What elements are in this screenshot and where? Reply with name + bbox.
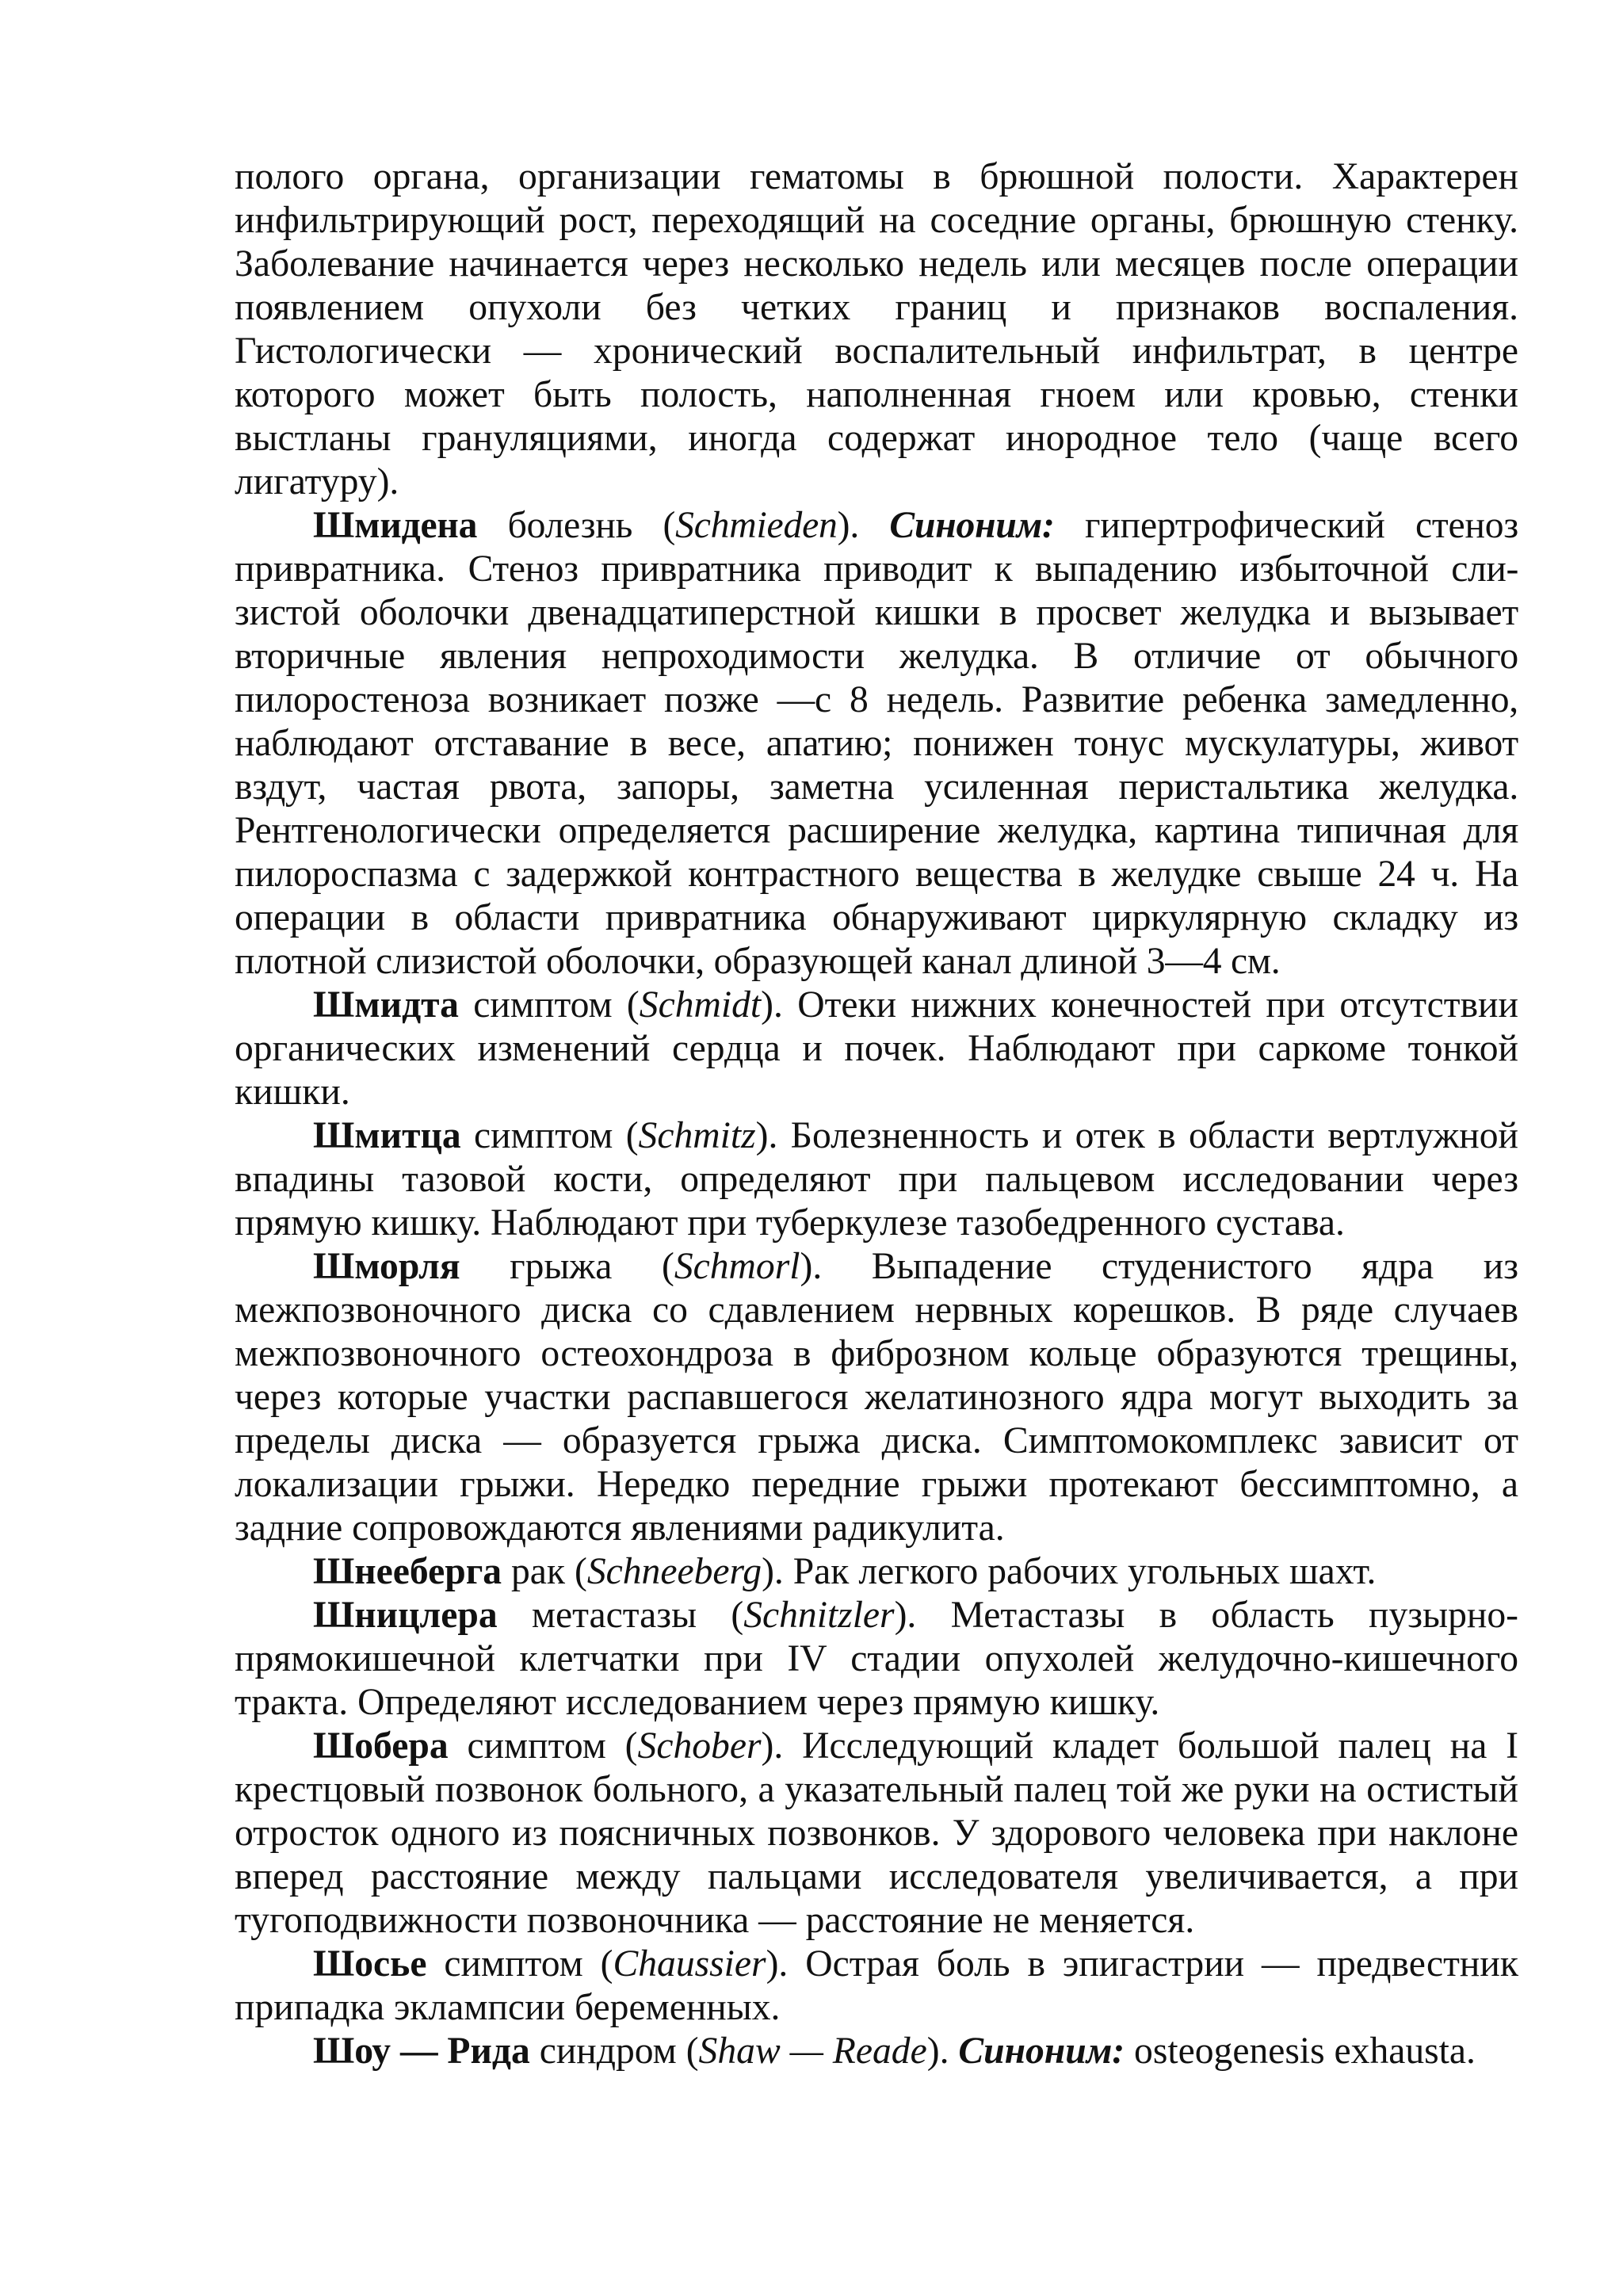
entry-latin-name: Schnitzler: [743, 1595, 895, 1636]
entry-term: Шницлера: [313, 1595, 498, 1636]
entry-latin-name: Schmidt: [639, 984, 762, 1026]
entry-text: ). Метастазы в область пузырно-прямокишечной клетчатки при IV стадии опухолей желудочно-кишечного тракта. Определяют исследованием через прямую кишку.: [235, 1595, 1518, 1723]
entry-text-part2: зистой оболочки двенадцатиперстной кишки в просвет желудка и вызывает вторичные явления непроходимости желудка. В отличие от обычного пилоростеноза возникает позже —с 8 недель. Развитие ребенка замедленно, наблюдают отставание в весе, апатию; понижен тонус мускулатуры, живот вздут, частая рвота, запоры, заметна усиленная перистальтика желудка. Рентгенологически определяется расширение желудка, картина типичная для пилороспазма с задержкой контрастного вещества в желудке свыше 24 ч. На операции в области привратника обнаруживают циркулярную складку из плотной слизистой оболочки, образующей канал длиной 3—4 см.: [235, 592, 1518, 982]
entry-latin-name: Schmitz: [638, 1115, 756, 1156]
entry-kind: симптом (: [426, 1943, 613, 1985]
entry-kind: симптом (: [458, 984, 640, 1026]
synonym-label: Синоним:: [889, 505, 1055, 546]
entry-shose: [235, 1943, 1518, 2030]
entry-shou-rida: [235, 2030, 1518, 2073]
synonym-label: Синоним:: [958, 2030, 1125, 2072]
entry-text: ). Рак легкого рабочих угольных шахт.: [762, 1551, 1377, 1592]
entry-term: Шнееберга: [313, 1551, 502, 1592]
entry-term: Шмидта: [313, 984, 459, 1026]
entry-text: ). Исследующий кладет большой палец на I крестцовый позвонок больного, а указательный палец той же руки на остистый отросток одного из поясничных позвонков. У здорового человека при наклоне вперед расстояние между пальцами исследователя увеличивается, а при тугоподвижности позвоночника — расстояние не меняется.: [235, 1725, 1519, 1941]
entry-text: ). Острая боль в эпигастрии — предвестник припадка эклампсии беременных.: [235, 1943, 1518, 2028]
entry-shneeberga: [235, 1550, 1518, 1594]
synonym-text: osteogenesis exhausta.: [1125, 2030, 1476, 2072]
entry-shmorlya: [235, 1245, 1518, 1550]
entry-kind: рак (: [502, 1551, 587, 1592]
entry-kind: симптом (: [448, 1725, 638, 1767]
entry-latin-name: Schmorl: [674, 1246, 800, 1287]
entry-term: Шобера: [313, 1725, 449, 1767]
entry-text: ). Отеки нижних конечностей при отсутствии органических изменений сердца и почек. Наблюдают при саркоме тонкой кишки.: [235, 984, 1518, 1113]
entry-shobera: [235, 1725, 1518, 1943]
entry-kind: болезнь (: [477, 505, 676, 546]
entry-term: Шмидена: [313, 505, 478, 546]
entry-text: ). Выпадение студенистого ядра из межпозвоночного диска со сдавлением нервных корешков. В ряде случаев межпозвоночного остеохондроза в фиброзном кольце образуются трещины, через которые участки распавшегося желатинозного ядра могут выходить за пределы диска — образуется грыжа диска. Симптомокомплекс зависит от локализации грыжи. Нередко передние грыжи протекают бессимптомно, а задние сопровождаются явлениями радикулита.: [235, 1246, 1518, 1549]
entry-term: Шоу — Рида: [313, 2030, 530, 2072]
synonym-text: гипертрофический стеноз привратника.: [235, 505, 1518, 590]
entry-kind: симптом (: [460, 1115, 639, 1156]
entry-latin-name: Schneeberg: [586, 1551, 762, 1592]
entry-kind: грыжа (: [460, 1246, 674, 1287]
entry-term: Шморля: [313, 1246, 460, 1287]
entry-punct: ).: [837, 505, 890, 546]
entry-shmidena: [235, 504, 1518, 984]
entry-kind: синдром (: [529, 2030, 699, 2072]
entry-shniclera: [235, 1594, 1518, 1725]
entry-text: ). Болезненность и отек в области вертлужной впадины тазовой кости, определяют при пальцевом исследовании через прямую кишку. Наблюдают при туберкулезе тазобедренного сустава.: [235, 1115, 1518, 1244]
entry-shmidta: [235, 984, 1518, 1114]
entry-shmitca: [235, 1114, 1518, 1245]
entry-punct: ).: [926, 2030, 959, 2072]
entry-latin-name: Chaussier: [613, 1943, 766, 1985]
entry-latin-name: Schmieden: [675, 505, 838, 546]
entry-term: Шосье: [313, 1943, 427, 1985]
entry-term: Шмитца: [313, 1115, 461, 1156]
paragraph-intro: [235, 155, 1518, 504]
page-body: [235, 155, 1518, 2073]
entry-latin-name: Schober: [637, 1725, 762, 1767]
entry-text-part1: Стеноз привратника приводит к выпадению избыточной сли-: [468, 548, 1518, 590]
entry-kind: метастазы (: [497, 1595, 744, 1636]
entry-latin-name: Shaw — Reade: [698, 2030, 927, 2072]
intro-text: полого органа, организации гематомы в брюшной полости. Характерен инфильтрирующий рост, переходящий на соседние органы, брюшную стенку. Заболевание начинается через несколько недель или месяцев после операции появлением опухоли без четких границ и признаков воспаления. Гистологически — хронический воспалительный инфильтрат, в центре которого может быть полость, наполненная гноем или кровью, стенки выстланы грануляциями, иногда содержат инородное тело (чаще всего лигатуру).: [235, 156, 1518, 502]
